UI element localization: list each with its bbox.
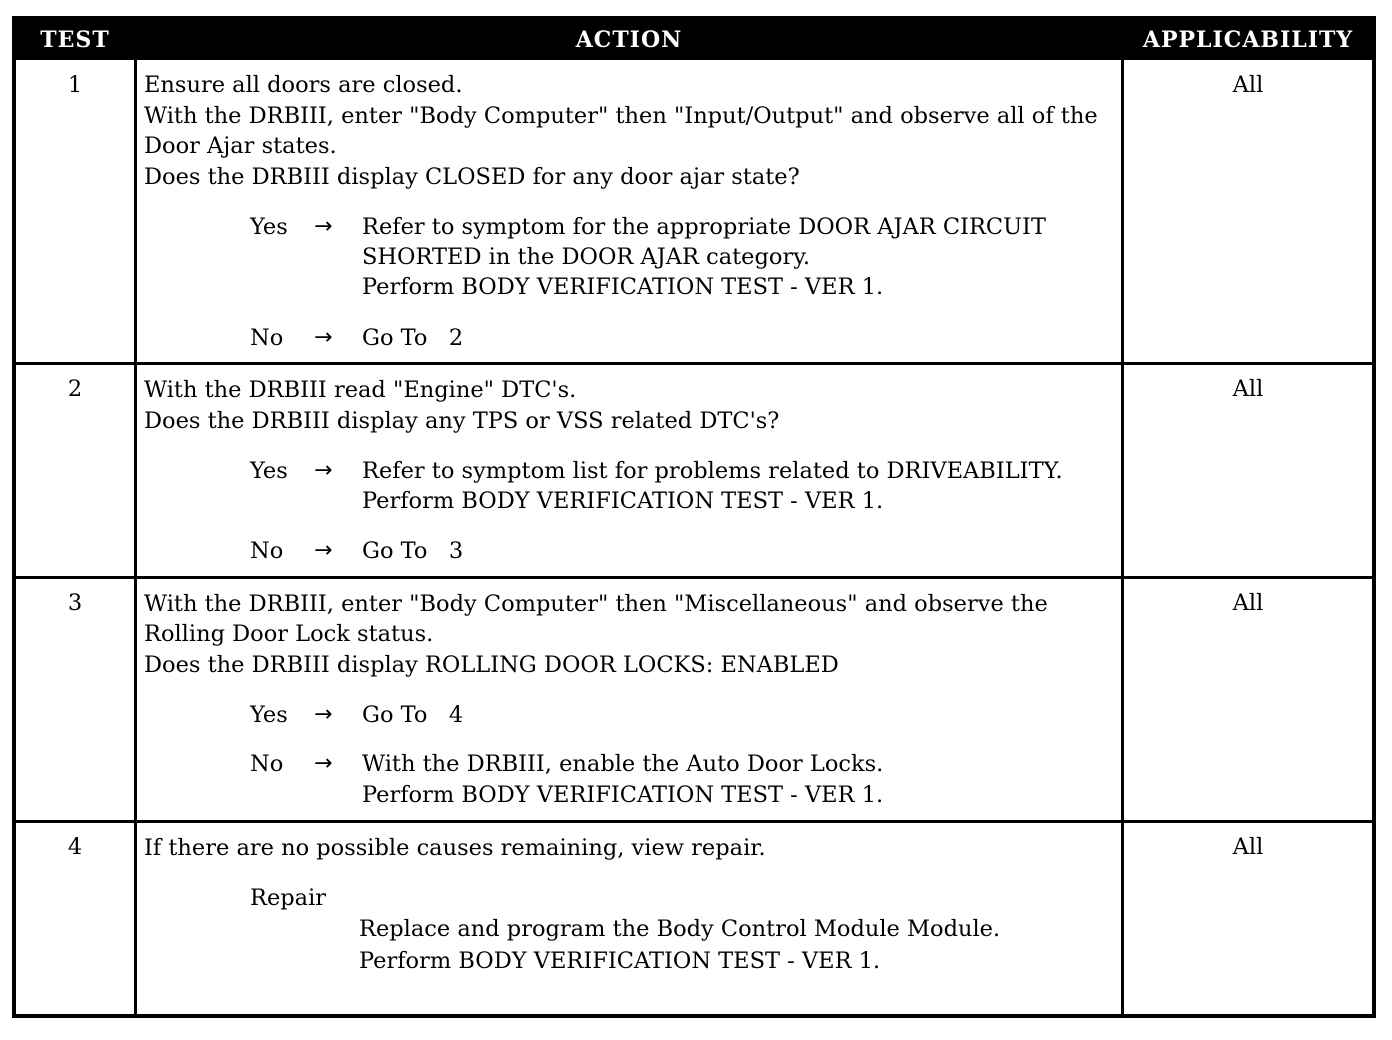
no-label: No <box>250 538 284 564</box>
test-number: 4 <box>67 834 83 860</box>
action-line: With the DRBIII, enter "Body Computer" then "Input/Output" and observe all of the <box>144 103 1098 129</box>
applicability-value: All <box>1232 72 1264 98</box>
repair-label: Repair <box>250 885 327 911</box>
no-label: No <box>250 751 284 777</box>
action-line: Rolling Door Lock status. <box>144 621 434 647</box>
no-text: With the DRBIII, enable the Auto Door Locks. <box>362 751 884 777</box>
yes-label: Yes <box>250 458 288 484</box>
no-text: Go To 3 <box>362 538 464 564</box>
action-line: Door Ajar states. <box>144 133 337 159</box>
header-applicability: APPLICABILITY <box>1124 20 1372 60</box>
right-arrow-icon: → <box>314 325 333 350</box>
right-arrow-icon: → <box>314 751 333 776</box>
repair-text: Replace and program the Body Control Module Module. <box>359 916 1001 942</box>
yes-text: Refer to symptom list for problems related to DRIVEABILITY. <box>362 458 1063 484</box>
test-number: 2 <box>67 376 83 402</box>
header-action: ACTION <box>137 20 1121 60</box>
right-arrow-icon: → <box>314 458 333 483</box>
yes-text: SHORTED in the DOOR AJAR category. <box>362 244 811 270</box>
action-line: Does the DRBIII display CLOSED for any door ajar state? <box>144 164 800 190</box>
row-divider <box>16 820 1372 823</box>
no-text: Go To 2 <box>362 325 464 351</box>
action-line: Ensure all doors are closed. <box>144 72 463 98</box>
yes-text: Perform BODY VERIFICATION TEST - VER 1. <box>362 274 884 300</box>
yes-label: Yes <box>250 214 288 240</box>
action-line: If there are no possible causes remaining, view repair. <box>144 835 766 861</box>
right-arrow-icon: → <box>314 702 333 727</box>
header-test: TEST <box>16 20 134 60</box>
yes-text: Refer to symptom for the appropriate DOOR AJAR CIRCUIT <box>362 214 1046 240</box>
action-line: Does the DRBIII display ROLLING DOOR LOCKS: ENABLED <box>144 652 839 678</box>
repair-text: Perform BODY VERIFICATION TEST - VER 1. <box>359 948 881 974</box>
column-divider <box>134 20 137 1014</box>
row-divider <box>16 576 1372 579</box>
action-line: With the DRBIII read "Engine" DTC's. <box>144 377 577 403</box>
yes-text: Perform BODY VERIFICATION TEST - VER 1. <box>362 488 884 514</box>
applicability-value: All <box>1232 376 1264 402</box>
action-line: With the DRBIII, enter "Body Computer" then "Miscellaneous" and observe the <box>144 591 1048 617</box>
yes-text: Go To 4 <box>362 702 464 728</box>
applicability-value: All <box>1232 834 1264 860</box>
no-text: Perform BODY VERIFICATION TEST - VER 1. <box>362 782 884 808</box>
row-divider <box>16 362 1372 365</box>
test-number: 1 <box>67 72 83 98</box>
yes-label: Yes <box>250 702 288 728</box>
diagnostic-table <box>12 16 1376 1018</box>
test-number: 3 <box>67 590 83 616</box>
applicability-value: All <box>1232 590 1264 616</box>
right-arrow-icon: → <box>314 538 333 563</box>
action-line: Does the DRBIII display any TPS or VSS related DTC's? <box>144 408 780 434</box>
column-divider <box>1121 20 1124 1014</box>
right-arrow-icon: → <box>314 214 333 239</box>
no-label: No <box>250 325 284 351</box>
